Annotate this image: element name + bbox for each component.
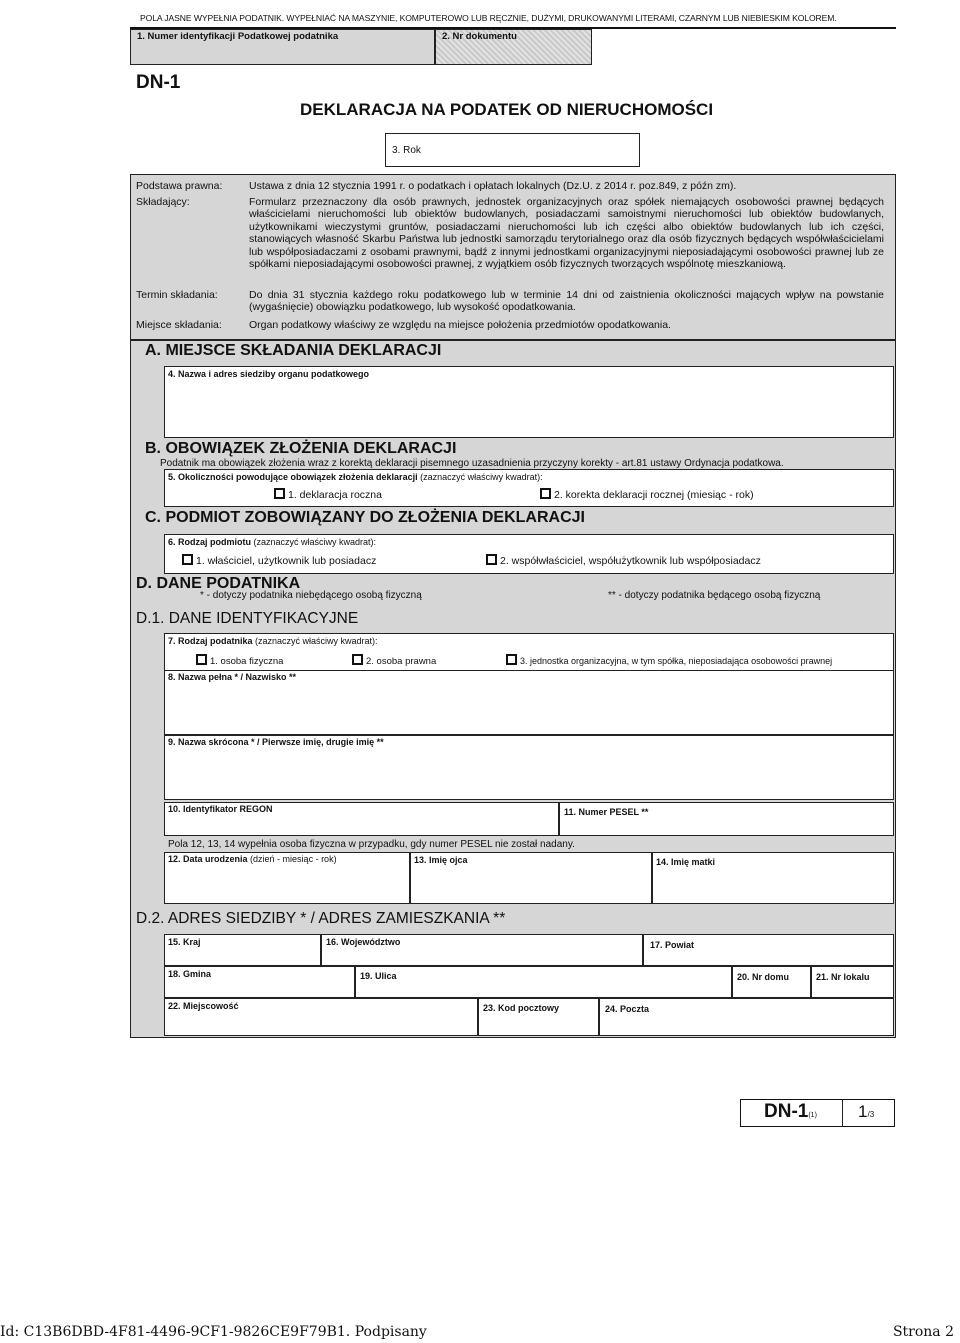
apartment-number-label: 21. Nr lokalu	[816, 972, 870, 982]
note-non-person: * - dotyczy podatnika niebędącego osobą fizyczną	[200, 590, 422, 601]
place-label: Miejsce składania:	[136, 319, 222, 331]
place-text: Organ podatkowy właściwy ze względu na miejsce położenia przedmiotów opodatkowania.	[249, 319, 671, 331]
county-label: 17. Powiat	[650, 940, 695, 950]
checkbox-icon[interactable]	[196, 654, 207, 665]
tax-office-label: 4. Nazwa i adres siedziby organu podatkowego	[168, 369, 370, 379]
father-name-label: 13. Imię ojca	[414, 855, 468, 865]
page-label: Strona 2	[892, 1324, 954, 1340]
checkbox-icon[interactable]	[486, 554, 497, 565]
option-coowner[interactable]: 2. współwłaściciel, współużytkownik lub współposiadacz	[486, 554, 761, 567]
legal-basis-label: Podstawa prawna:	[136, 180, 223, 192]
option-org-unit[interactable]: 3. jednostka organizacyjna, w tym spółka, nieposiadająca osobowości prawnej	[506, 654, 832, 666]
footer-code-sub: (1)	[808, 1112, 817, 1119]
full-name-label: 8. Nazwa pełna * / Nazwisko **	[168, 672, 297, 682]
house-number-label: 20. Nr domu	[737, 972, 790, 982]
doc-number-label: 2. Nr dokumentu	[442, 31, 517, 42]
checkbox-icon[interactable]	[274, 488, 285, 499]
deadline-text: Do dnia 31 stycznia każdego roku podatkowego lub w terminie 14 dni od zaistnienia okoliczności mających wpływ na powstanie (wygaśnięcie) obowiązku podatkowego, lub wysokość opodatkowania.	[249, 289, 884, 314]
correction-note: Podatnik ma obowiązek złożenia wraz z korektą deklaracji pisemnego uzasadnienia przyczyny korekty - art.81 ustawy Ordynacja podatkowa.	[160, 458, 784, 469]
note-person: ** - dotyczy podatnika będącego osobą fizyczną	[608, 590, 821, 601]
voivodeship-label: 16. Województwo	[326, 937, 401, 947]
mother-name-label: 14. Imię matki	[656, 857, 716, 867]
apartment-number-field[interactable]	[811, 966, 894, 998]
birth-date-label: 12. Data urodzenia (dzień - miesiąc - rok)	[168, 854, 337, 864]
form-code: DN-1	[136, 72, 181, 93]
section-c-title: C. PODMIOT ZOBOWIĄZANY DO ZŁOŻENIA DEKLARACJI	[145, 509, 585, 526]
checkbox-icon[interactable]	[540, 488, 551, 499]
filer-text: Formularz przeznaczony dla osób prawnych, jednostek organizacyjnych oraz spółek niemających osobowości prawnej będących właścicielami nieruchomości lub obiektów budowlanych, posiadaczami samoistnymi nieruchomości lub obiektów budowlanych, użytkownikami wieczystymi gruntów, posiadaczami nieruchomości lub ich części albo obiektów budowlanych lub ich części, stanowiących własność Skarbu Państwa lub jednostki samorządu terytorialnego oraz dla osób fizycznych będących współwłaścicielami lub współposiadaczami z osobami prawnymi, bądź z innymi jednostkami organizacyjnymi nieposiadającymi osobowości prawnej lub ze spółkami nieposiadającymi osobowości prawnej, z wyjątkiem osób fizycznych tworzących wspólnotę mieszkaniową.	[249, 196, 884, 271]
commune-label: 18. Gmina	[168, 969, 212, 979]
footer-page: 1/3	[858, 1102, 875, 1121]
legal-basis-text: Ustawa z dnia 12 stycznia 1991 r. o podatkach i opłatach lokalnych (Dz.U. z 2014 r. poz.849, z późn zm).	[249, 180, 737, 192]
post-office-label: 24. Poczta	[605, 1004, 650, 1014]
city-label: 22. Miejscowość	[168, 1001, 239, 1011]
county-field[interactable]	[643, 934, 894, 966]
subject-label: 6. Rodzaj podmiotu (zaznaczyć właściwy kwadrat):	[168, 537, 377, 547]
option-natural-person[interactable]: 1. osoba fizyczna	[196, 654, 283, 667]
year-field[interactable]	[385, 133, 640, 167]
obligation-label: 5. Okoliczności powodujące obowiązek złożenia deklaracji (zaznaczyć właściwy kwadrat):	[168, 472, 543, 482]
country-label: 15. Kraj	[168, 937, 201, 947]
option-legal-person[interactable]: 2. osoba prawna	[352, 654, 436, 667]
deadline-label: Termin składania:	[136, 289, 218, 301]
option-owner[interactable]: 1. właściciel, użytkownik lub posiadacz	[182, 554, 376, 567]
section-d-title: D. DANE PODATNIKA	[136, 575, 301, 592]
section-b-title: B. OBOWIĄZEK ZŁOŻENIA DEKLARACJI	[145, 440, 457, 457]
section-a-title: A. MIEJSCE SKŁADANIA DEKLARACJI	[145, 342, 442, 359]
footer-code: DN-1(1)	[764, 1101, 817, 1122]
regon-label: 10. Identyfikator REGON	[168, 804, 273, 814]
year-label: 3. Rok	[392, 145, 421, 156]
pesel-label: 11. Numer PESEL **	[564, 807, 649, 817]
postal-code-label: 23. Kod pocztowy	[483, 1003, 560, 1013]
street-field[interactable]	[355, 966, 732, 998]
taxpayer-type-label: 7. Rodzaj podatnika (zaznaczyć właściwy kwadrat):	[168, 636, 378, 646]
checkbox-icon[interactable]	[506, 654, 517, 665]
short-name-label: 9. Nazwa skrócona * / Pierwsze imię, drugie imię **	[168, 737, 384, 747]
checkbox-icon[interactable]	[182, 554, 193, 565]
document-id: Id: C13B6DBD-4F81-4496-9CF1-9826CE9F79B1. Podpisany	[0, 1324, 427, 1340]
filer-label: Składający:	[136, 196, 190, 208]
pesel-note: Pola 12, 13, 14 wypełnia osoba fizyczna w przypadku, gdy numer PESEL nie został nadany.	[168, 839, 575, 850]
option-correction[interactable]: 2. korekta deklaracji rocznej (miesiąc - rok)	[540, 488, 754, 501]
house-number-field[interactable]	[732, 966, 811, 998]
page-title: DEKLARACJA NA PODATEK OD NIERUCHOMOŚCI	[300, 100, 714, 119]
option-annual[interactable]: 1. deklaracja roczna	[274, 488, 382, 501]
checkbox-icon[interactable]	[352, 654, 363, 665]
fill-instruction: POLA JASNE WYPEŁNIA PODATNIK. WYPEŁNIAĆ NA MASZYNIE, KOMPUTEROWO LUB RĘCZNIE, DUŻYMI, DRUKOWANYMI LITERAMI, CZARNYM LUB NIEBIESKIM KOLOREM.	[140, 13, 837, 23]
street-label: 19. Ulica	[360, 971, 397, 981]
nip-label: 1. Numer identyfikacji Podatkowej podatnika	[137, 31, 339, 42]
section-d2-title: D.2. ADRES SIEDZIBY * / ADRES ZAMIESZKANIA **	[136, 910, 506, 927]
section-d1-title: D.1. DANE IDENTYFIKACYJNE	[136, 610, 359, 627]
